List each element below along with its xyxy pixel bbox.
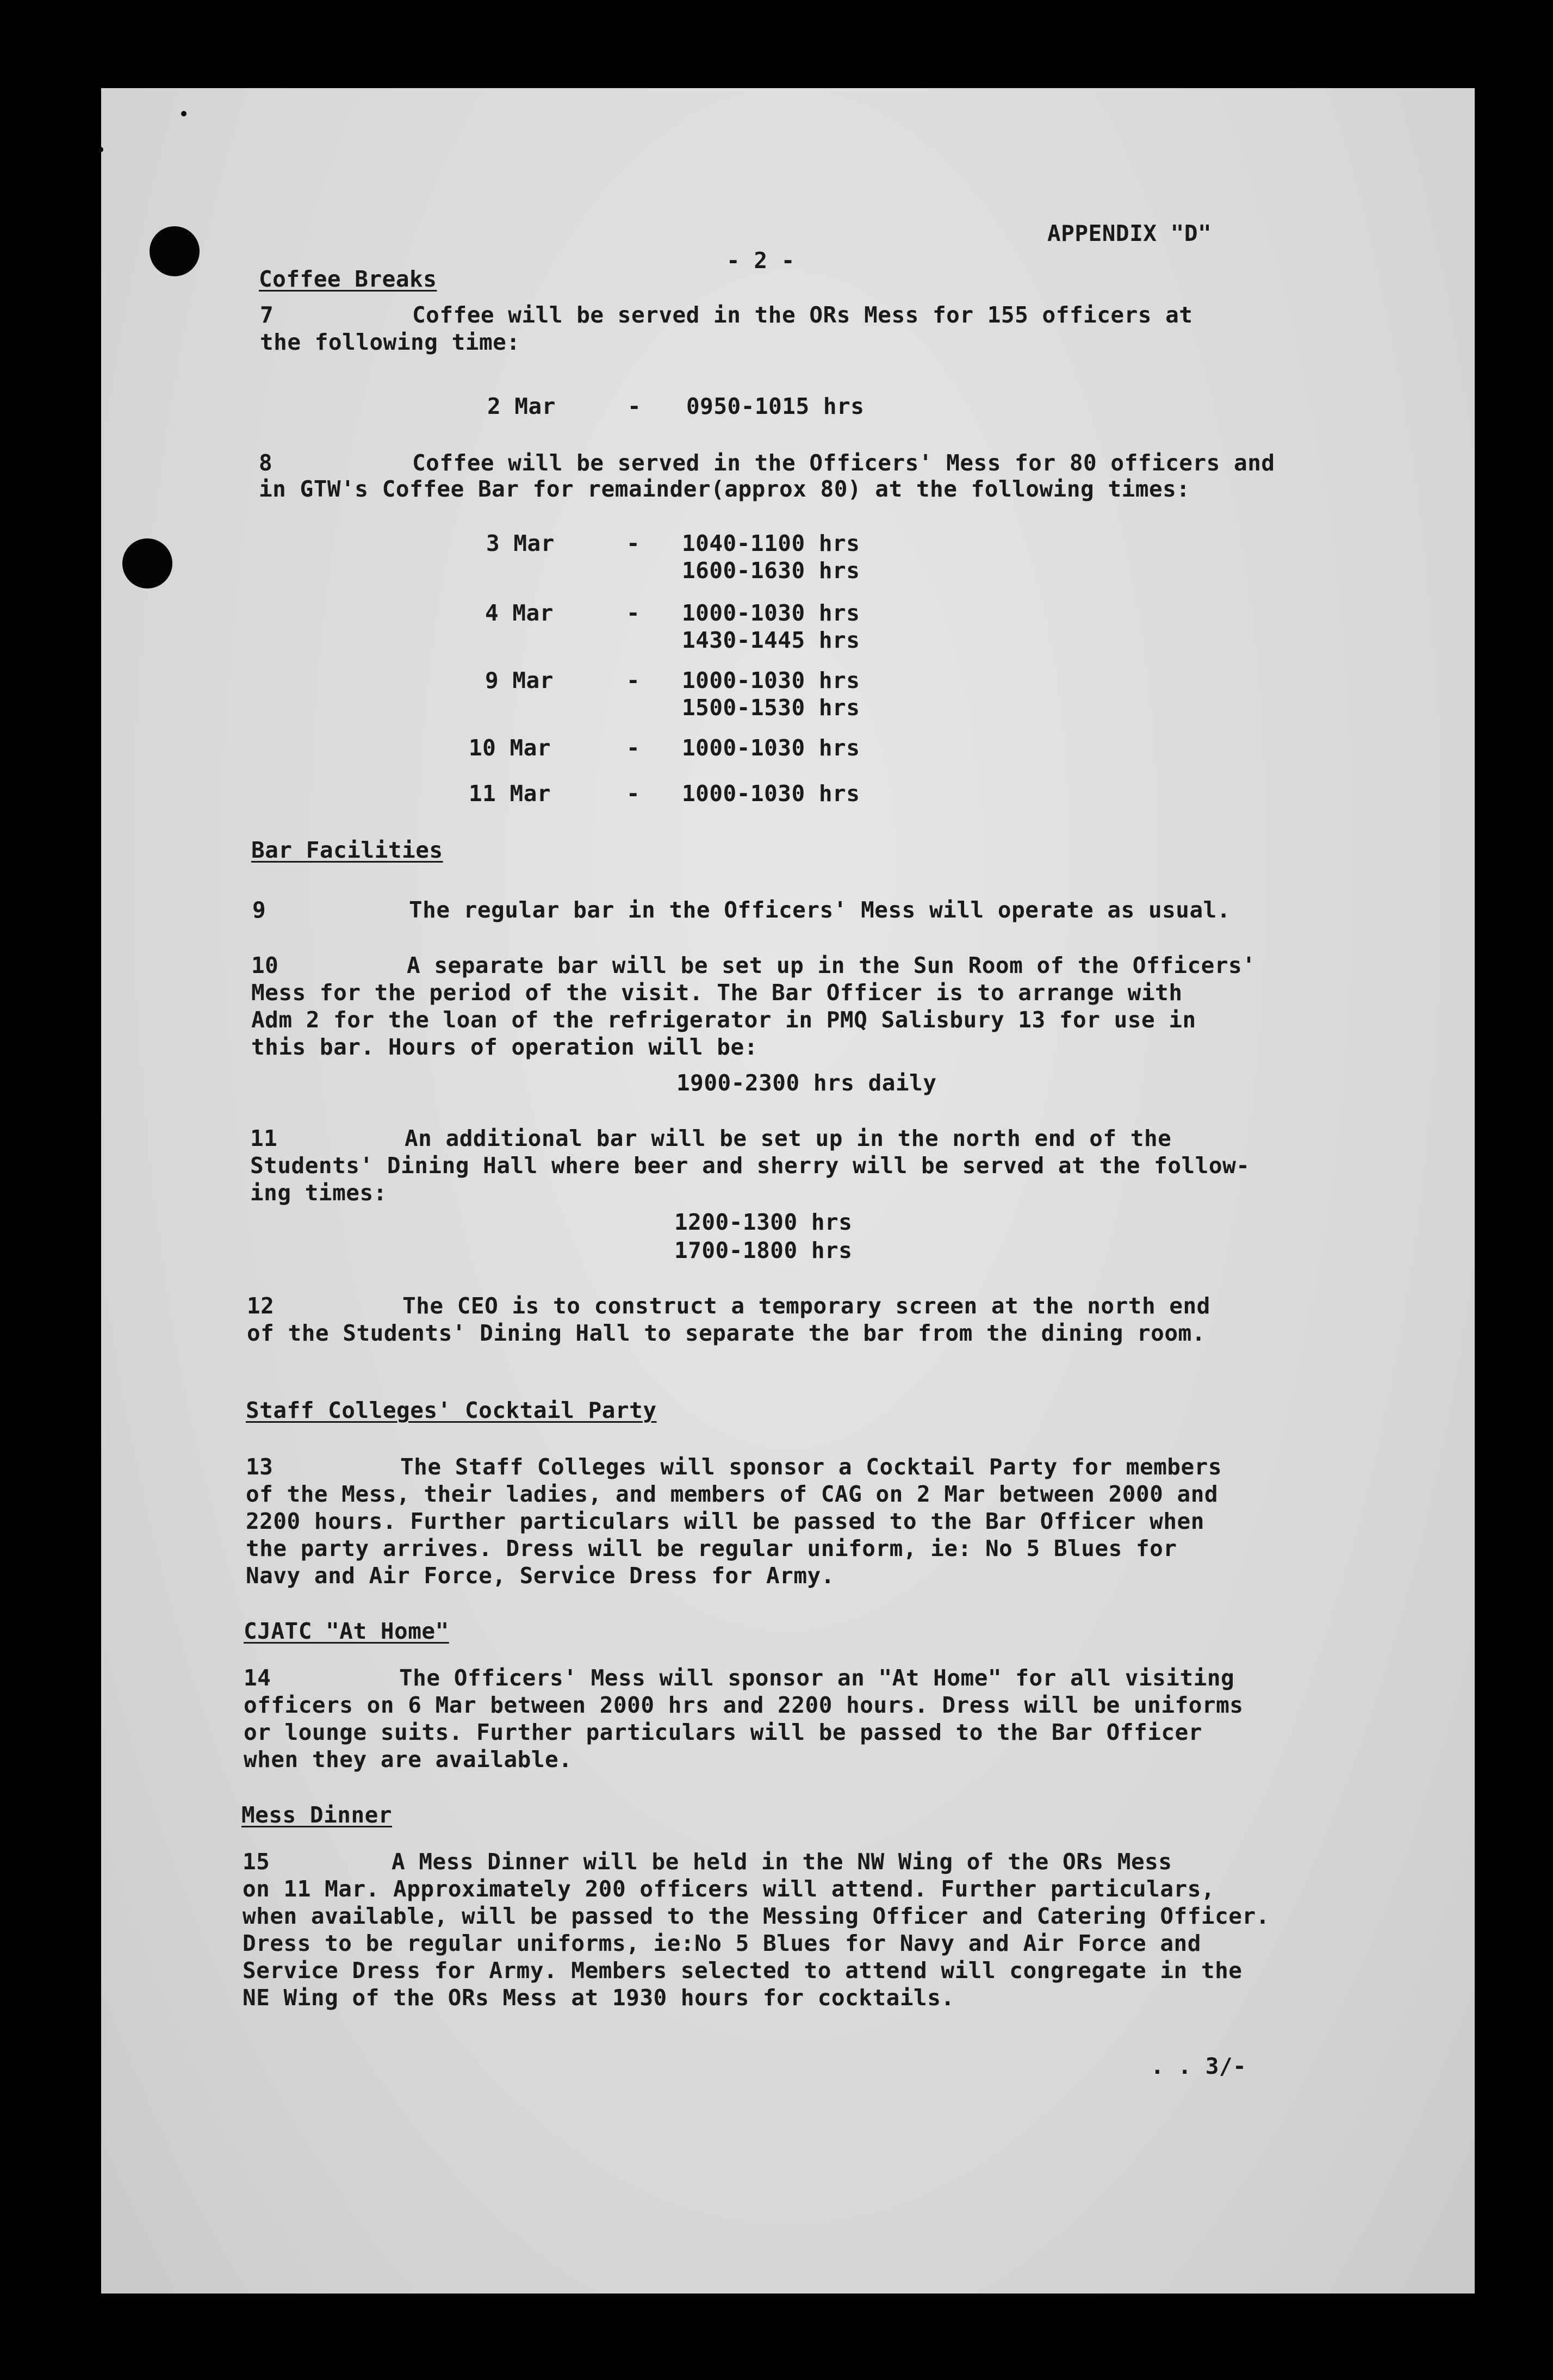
para-11-number: 11 (250, 1125, 278, 1151)
speck (98, 147, 103, 152)
para-10-line: Adm 2 for the loan of the refrigerator in PMQ Salisbury 13 for use in (251, 1007, 1196, 1033)
schedule-date: 3 Mar (486, 530, 555, 556)
schedule-dash: - (626, 735, 641, 761)
para-13-line: the party arrives. Dress will be regular uniform, ie: No 5 Blues for (246, 1535, 1177, 1561)
para-14-line: The Officers' Mess will sponsor an "At Home" for all visiting (399, 1665, 1235, 1691)
bar-hours: 1900-2300 hrs daily (676, 1070, 937, 1096)
para-7-line: the following time: (260, 329, 520, 355)
para-8-line: in GTW's Coffee Bar for remainder(approx 80) at the following times: (259, 476, 1190, 502)
schedule-time: 1000-1030 hrs (682, 600, 860, 626)
schedule-time: 1040-1100 hrs (682, 530, 860, 556)
para-7-number: 7 (260, 302, 274, 328)
para-13-line: of the Mess, their ladies, and members of CAG on 2 Mar between 2000 and (246, 1481, 1219, 1507)
schedule-dash: - (626, 600, 641, 626)
para-14-line: or lounge suits. Further particulars will be passed to the Bar Officer (244, 1719, 1202, 1745)
schedule-time: 1600-1630 hrs (682, 557, 860, 584)
para-15-line: A Mess Dinner will be held in the NW Wing of the ORs Mess (392, 1849, 1172, 1875)
schedule-time: 1000-1030 hrs (682, 735, 860, 761)
coffee-dash: - (628, 393, 642, 419)
punch-hole-middle (122, 538, 172, 588)
para-14-number: 14 (244, 1665, 271, 1691)
appendix-label: APPENDIX "D" (1047, 220, 1212, 246)
para-8-number: 8 (259, 450, 273, 476)
para-10-line: this bar. Hours of operation will be: (251, 1034, 758, 1060)
para-11-line: ing times: (250, 1180, 387, 1206)
continuation-marker: . . 3/- (1151, 2053, 1247, 2079)
speck (181, 111, 187, 116)
schedule-date: 10 Mar (469, 735, 551, 761)
para-8-line: Coffee will be served in the Officers' Mess for 80 officers and (412, 450, 1275, 476)
para-15-line: on 11 Mar. Approximately 200 officers will attend. Further particulars, (243, 1876, 1215, 1902)
bar-time: 1200-1300 hrs (674, 1209, 853, 1235)
para-11-line: Students' Dining Hall where beer and sherry will be served at the follow- (250, 1152, 1250, 1179)
para-10-line: Mess for the period of the visit. The Bar Officer is to arrange with (251, 980, 1183, 1006)
para-9-line: The regular bar in the Officers' Mess will operate as usual. (409, 897, 1231, 923)
para-15-line: NE Wing of the ORs Mess at 1930 hours for cocktails. (243, 1985, 955, 2011)
heading-bar-facilities: Bar Facilities (251, 837, 443, 863)
schedule-time: 1430-1445 hrs (682, 627, 860, 653)
page-number: - 2 - (726, 247, 795, 274)
document-page (101, 88, 1475, 2294)
heading-cjatc-at-home: CJATC "At Home" (244, 1618, 449, 1644)
coffee-date: 2 Mar (487, 393, 556, 419)
punch-hole-top (150, 226, 200, 276)
heading-staff-colleges-cocktail-party: Staff Colleges' Cocktail Party (246, 1397, 657, 1423)
heading-mess-dinner: Mess Dinner (241, 1802, 393, 1828)
schedule-time: 1000-1030 hrs (682, 780, 860, 807)
schedule-time: 1000-1030 hrs (682, 667, 860, 693)
para-13-number: 13 (246, 1454, 274, 1480)
schedule-date: 9 Mar (485, 667, 554, 693)
schedule-time: 1500-1530 hrs (682, 695, 860, 721)
coffee-time: 0950-1015 hrs (686, 393, 865, 419)
para-10-line: A separate bar will be set up in the Sun Room of the Officers' (407, 952, 1256, 978)
heading-coffee-breaks: Coffee Breaks (259, 266, 437, 292)
schedule-date: 11 Mar (469, 780, 551, 807)
schedule-dash: - (626, 530, 641, 556)
para-10-number: 10 (251, 952, 279, 978)
para-13-line: 2200 hours. Further particulars will be passed to the Bar Officer when (246, 1508, 1204, 1534)
para-12-number: 12 (247, 1293, 275, 1319)
para-9-number: 9 (252, 897, 266, 923)
schedule-date: 4 Mar (485, 600, 554, 626)
para-15-line: Service Dress for Army. Members selected to attend will congregate in the (243, 1957, 1243, 1984)
para-14-line: when they are available. (244, 1746, 573, 1772)
schedule-dash: - (626, 780, 641, 807)
para-12-line: of the Students' Dining Hall to separate the bar from the dining room. (247, 1320, 1206, 1346)
bar-time: 1700-1800 hrs (674, 1237, 853, 1263)
para-14-line: officers on 6 Mar between 2000 hrs and 2200 hours. Dress will be uniforms (244, 1692, 1244, 1718)
para-15-line: Dress to be regular uniforms, ie:No 5 Blues for Navy and Air Force and (243, 1930, 1201, 1956)
para-13-line: Navy and Air Force, Service Dress for Army. (246, 1563, 835, 1589)
schedule-dash: - (626, 667, 641, 693)
para-7-line: Coffee will be served in the ORs Mess for 155 officers at (412, 302, 1193, 328)
para-11-line: An additional bar will be set up in the north end of the (405, 1125, 1172, 1151)
para-15-number: 15 (243, 1849, 270, 1875)
para-15-line: when available, will be passed to the Messing Officer and Catering Officer. (243, 1903, 1270, 1929)
para-12-line: The CEO is to construct a temporary screen at the north end (402, 1293, 1210, 1319)
para-13-line: The Staff Colleges will sponsor a Cocktail Party for members (400, 1454, 1222, 1480)
